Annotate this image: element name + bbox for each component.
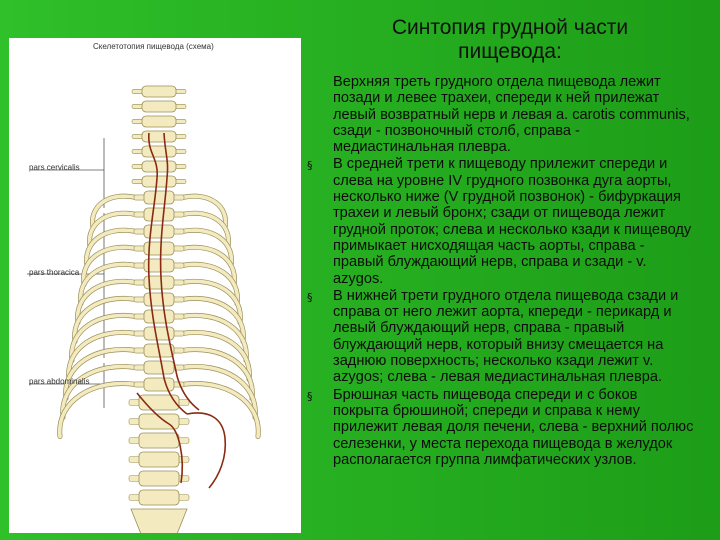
vertebra: [139, 490, 179, 505]
sacrum: [131, 509, 187, 533]
vertebra: [142, 86, 176, 97]
vertebra: [144, 378, 174, 391]
slide-title: Синтопия грудной части пищевода:: [391, 16, 629, 63]
vertebra: [142, 131, 176, 142]
rib: [182, 332, 249, 379]
spine-skeleton-illustration: [9, 38, 301, 533]
vertebral-column: [129, 86, 189, 533]
figure-caption: Скелетотопия пищевода (схема): [93, 42, 214, 51]
vertebra: [142, 116, 176, 127]
rib: [69, 332, 136, 379]
vertebra: [144, 191, 174, 204]
bullet-item: [305, 74, 695, 155]
rib: [69, 332, 136, 379]
vertebra: [144, 208, 174, 221]
bullet-text: Брюшная часть пищевода спереди и с боков покрыта брюшиной; спереди и справа к нему прилежит левая доля печени, слева - верхний полюс селезенки, у места перехода пищевода в желудок располагается группа лимфатических узлов.: [333, 386, 694, 468]
rib: [63, 366, 136, 417]
vertebra: [142, 161, 176, 172]
vertebra: [144, 361, 174, 374]
bullet-list: [305, 74, 695, 469]
vertebra: [142, 101, 176, 112]
rib: [182, 366, 255, 417]
rib: [66, 349, 136, 398]
vertebra: [139, 433, 179, 448]
vertebra: [142, 146, 176, 157]
bullet-item: [305, 156, 695, 286]
vertebra: [144, 225, 174, 238]
bullet-text: В средней трети к пищеводу прилежит спереди и слева на уровне IV грудного позвонка дуга аорты, несколько ниже (V грудной позвонок) - бифуркация трахеи и левый бронх; сзади от пищевода лежит грудной проток; слева и несколько кзади к пищеводу примыкает нисходящая часть аорты, справа - правый блуждающий нерв, справа и сзади - v. azygos.: [333, 156, 692, 287]
bullet-item: [305, 288, 695, 386]
vertebra: [139, 471, 179, 486]
label-pars-cervicalis: pars cervicalis: [29, 163, 80, 172]
vertebra: [144, 310, 174, 323]
rib: [66, 349, 136, 398]
bullet-marker: §: [307, 290, 313, 304]
bullet-marker: §: [307, 389, 313, 403]
bullet-text: Верхняя треть грудного отдела пищевода лежит позади и левее трахеи, спереди к ней прилежат левый возвратный нерв и левая a. carotis communis, сзади - позвоночный столб, справа - медиастинальная плевра.: [333, 74, 690, 156]
bullet-item: [305, 387, 695, 468]
rib: [182, 332, 249, 379]
vertebra: [144, 293, 174, 306]
rib: [182, 349, 252, 398]
bullet-text: В нижней трети грудного отдела пищевода сзади и справа от него лежит аорта, кпереди - перикард и левый блуждающий нерв, справа - правый блуждающий нерв, который внизу смещается на заднюю поверхность; несколько кзади лежит v. azygos; слева - левая медиастинальная плевра.: [333, 287, 679, 386]
label-pars-thoracica: pars thoracica: [29, 268, 80, 277]
rib: [182, 349, 252, 398]
bullet-marker: §: [307, 159, 313, 173]
vertebra: [142, 176, 176, 187]
rib: [182, 366, 255, 417]
anatomy-figure: [9, 38, 301, 533]
label-pars-abdominalis: pars abdominalis: [29, 377, 90, 386]
rib: [63, 366, 136, 417]
vertebra: [139, 452, 179, 467]
